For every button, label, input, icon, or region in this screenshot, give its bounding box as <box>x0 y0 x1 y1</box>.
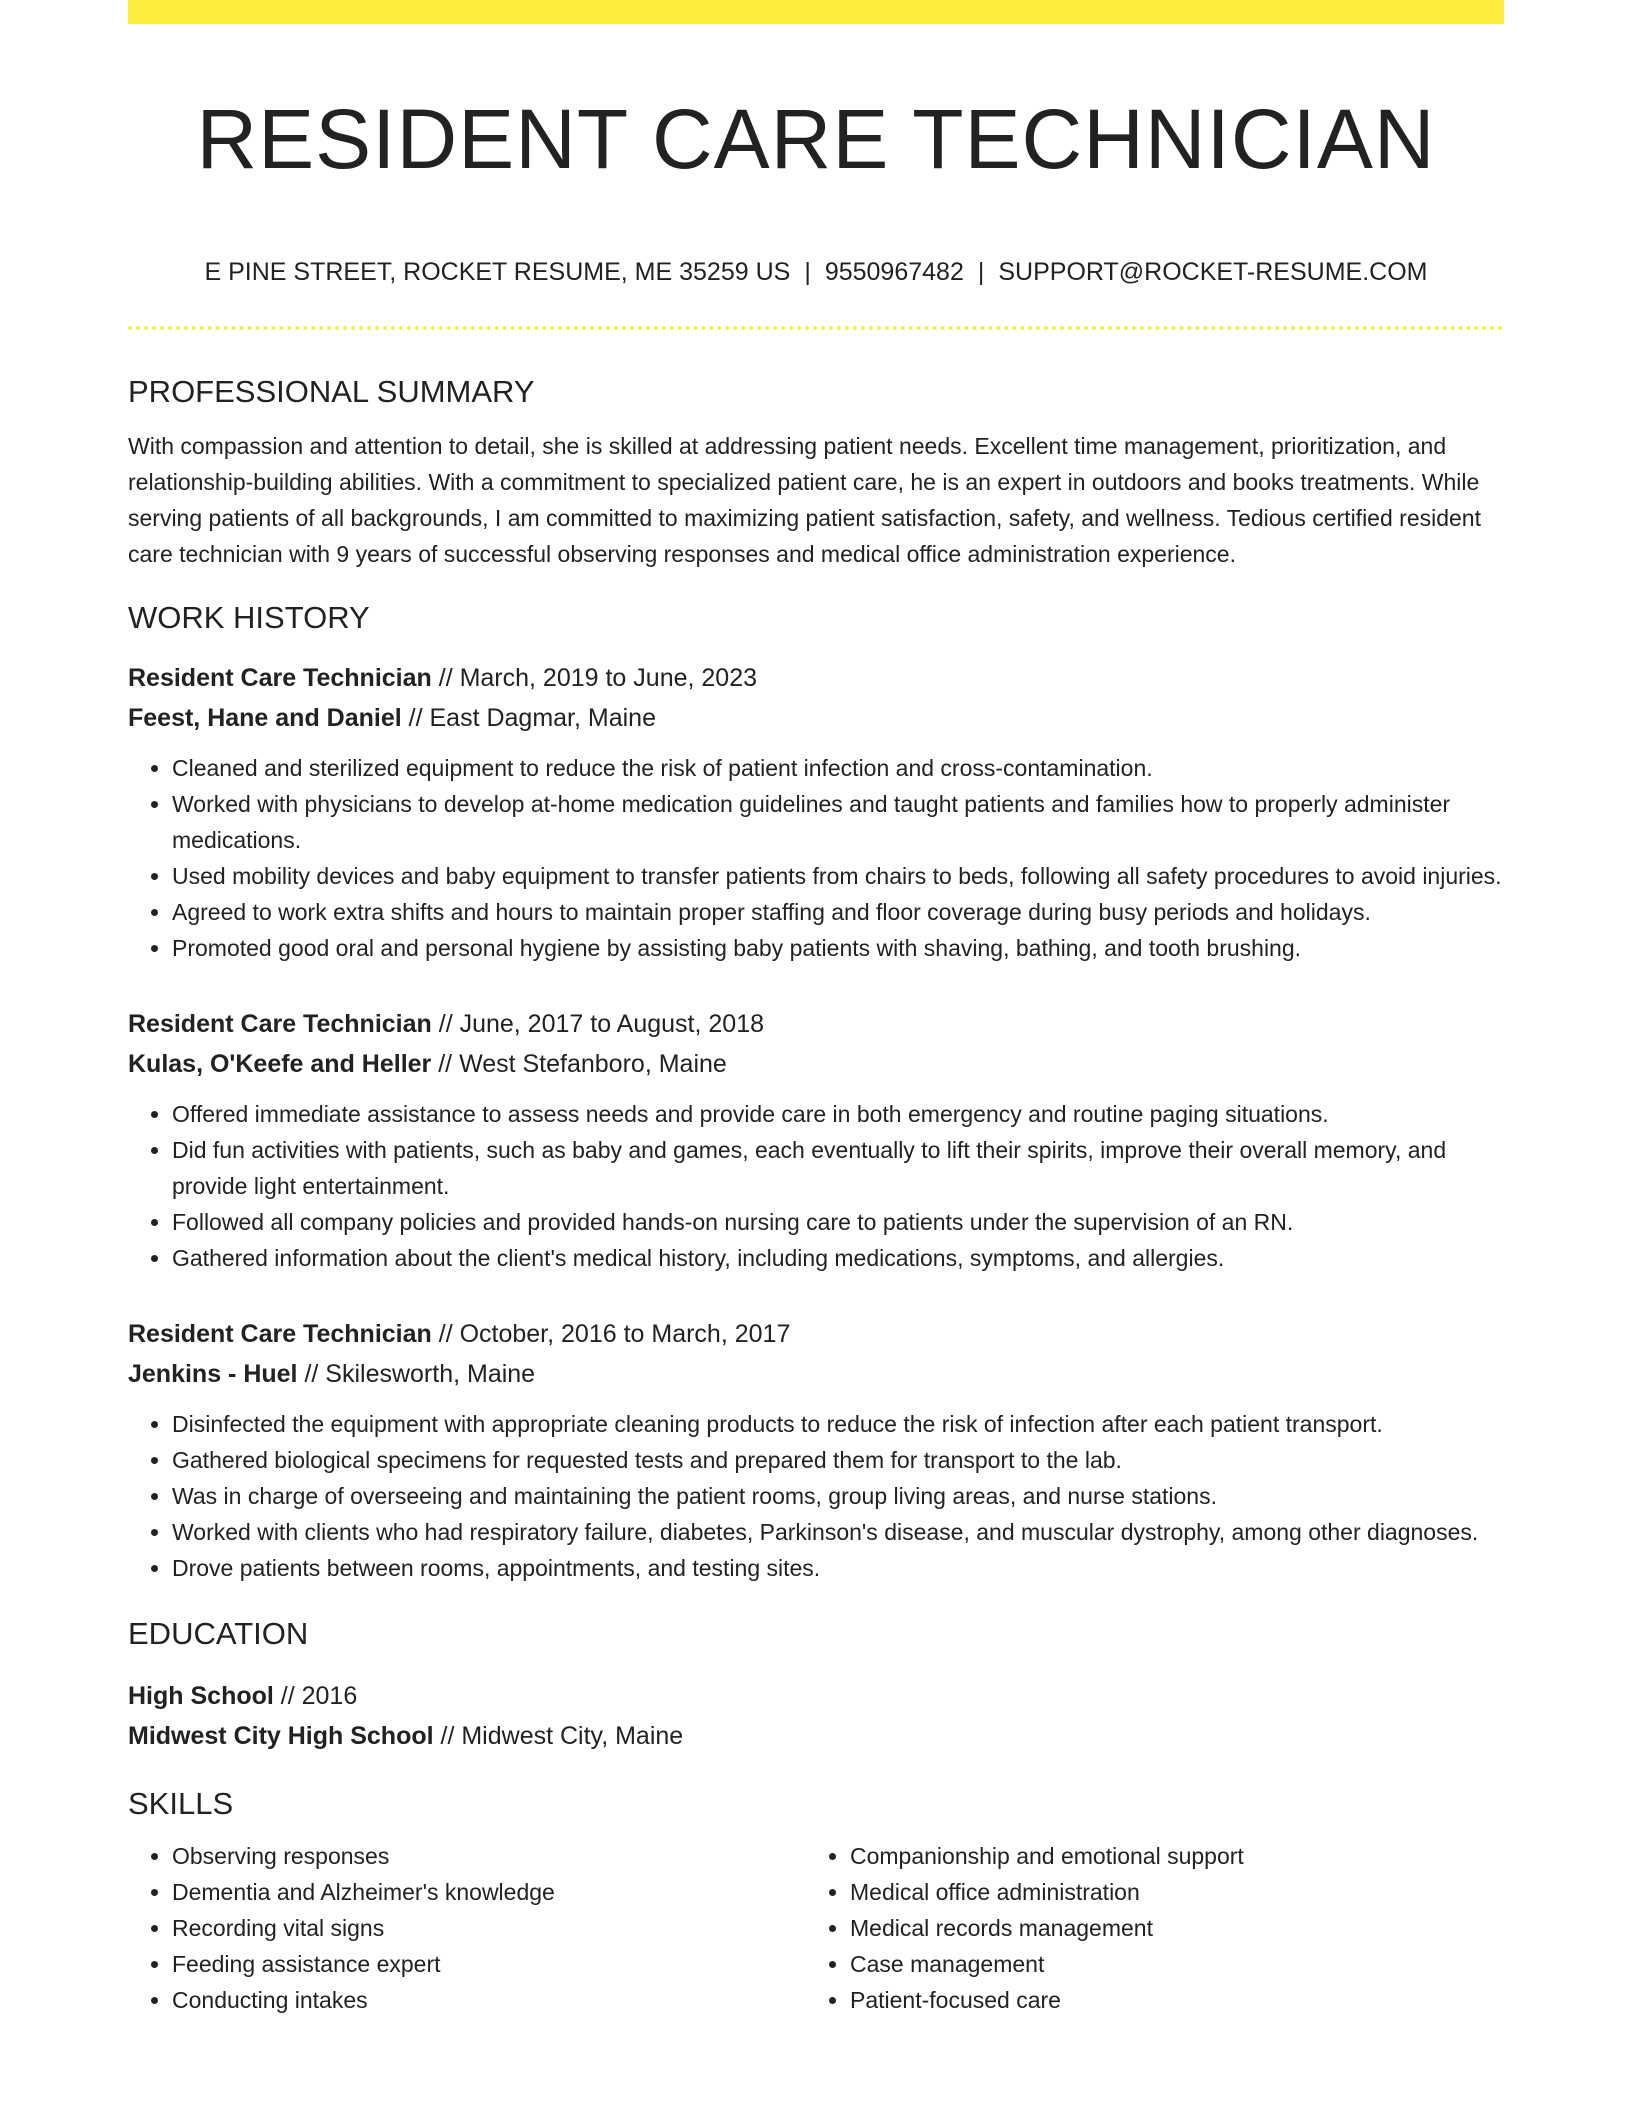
skills-columns <box>128 1838 1504 2018</box>
contact-address: E PINE STREET, ROCKET RESUME, ME 35259 US <box>204 258 791 286</box>
list-item: • Worked with physicians to develop at-home medication guidelines and taught patients and families how to properly administer medications. <box>172 786 1504 858</box>
resume-name: RESIDENT CARE TECHNICIAN <box>196 92 1436 186</box>
job-location: // East Dagmar, Maine <box>401 704 656 732</box>
list-item: • Gathered biological specimens for requested tests and prepared them for transport to the lab. <box>172 1442 1504 1478</box>
job-role: Resident Care Technician <box>128 1010 432 1038</box>
list-item: • Feeding assistance expert <box>172 1946 806 1982</box>
job-dates: // March, 2019 to June, 2023 <box>431 664 758 692</box>
work-history-heading: WORK HISTORY <box>128 600 370 635</box>
list-item: • Companionship and emotional support <box>850 1838 1484 1874</box>
job-entry <box>128 1314 1504 1586</box>
list-item: • Was in charge of overseeing and maintaining the patient rooms, group living areas, and nurse stations. <box>172 1478 1504 1514</box>
job-dates: // October, 2016 to March, 2017 <box>431 1320 791 1348</box>
job-duties <box>128 750 1504 966</box>
contact-separator: | <box>977 258 985 286</box>
job-location: // West Stefanboro, Maine <box>431 1050 727 1078</box>
list-item: • Conducting intakes <box>172 1982 806 2018</box>
job-company-line <box>128 1044 1504 1084</box>
education-year: // 2016 <box>273 1682 358 1710</box>
job-location: // Skilesworth, Maine <box>297 1360 536 1388</box>
job-title-line <box>128 1004 1504 1044</box>
list-item: • Case management <box>850 1946 1484 1982</box>
summary-text: With compassion and attention to detail, she is skilled at addressing patient needs. Excellent time management, prioritization, and relationship-building abilities. With a commitment to specialized patient care, he is an expert in outdoors and books treatments. While serving patients of all backgrounds, I am committed to maximizing patient satisfaction, safety, and wellness. Tedious certified resident care technician with 9 years of successful observing responses and medical office administration experience. <box>128 433 1481 567</box>
list-item: • Medical records management <box>850 1910 1484 1946</box>
list-item: • Promoted good oral and personal hygiene by assisting baby patients with shaving, bathing, and tooth brushing. <box>172 930 1504 966</box>
job-title-line <box>128 658 1504 698</box>
resume-page <box>128 0 1504 2018</box>
skills-list-left <box>128 1838 806 2018</box>
job-company-line <box>128 698 1504 738</box>
job-title-line <box>128 1314 1504 1354</box>
job-duties <box>128 1096 1504 1276</box>
list-item: • Cleaned and sterilized equipment to reduce the risk of patient infection and cross-contamination. <box>172 750 1504 786</box>
contact-separator: | <box>804 258 811 286</box>
list-item: • Did fun activities with patients, such as baby and games, each eventually to lift their spirits, improve their overall memory, and provide light entertainment. <box>172 1132 1504 1204</box>
contact-phone: 9550967482 <box>824 258 964 286</box>
list-item: • Dementia and Alzheimer's knowledge <box>172 1874 806 1910</box>
list-item: • Medical office administration <box>850 1874 1484 1910</box>
job-company-line <box>128 1354 1504 1394</box>
list-item: • Drove patients between rooms, appointments, and testing sites. <box>172 1550 1504 1586</box>
job-company: Jenkins - Huel <box>128 1360 298 1388</box>
list-item: • Used mobility devices and baby equipment to transfer patients from chairs to beds, following all safety procedures to avoid injuries. <box>172 858 1504 894</box>
skills-heading: SKILLS <box>128 1786 234 1821</box>
education-school-line <box>128 1716 1504 1756</box>
list-item: • Worked with clients who had respiratory failure, diabetes, Parkinson's disease, and muscular dystrophy, among other diagnoses. <box>172 1514 1504 1550</box>
skills-list-right <box>806 1838 1484 2018</box>
list-item: • Observing responses <box>172 1838 806 1874</box>
header-divider <box>128 326 1504 330</box>
job-company: Feest, Hane and Daniel <box>128 704 402 732</box>
job-company: Kulas, O'Keefe and Heller <box>128 1050 432 1078</box>
contact-line <box>128 256 1504 288</box>
list-item: • Agreed to work extra shifts and hours to maintain proper staffing and floor coverage during busy periods and holidays. <box>172 894 1504 930</box>
contact-email: SUPPORT@ROCKET-RESUME.COM <box>998 258 1428 286</box>
job-entry <box>128 658 1504 966</box>
list-item: • Followed all company policies and provided hands-on nursing care to patients under the supervision of an RN. <box>172 1204 1504 1240</box>
summary-heading: PROFESSIONAL SUMMARY <box>128 374 535 409</box>
list-item: • Offered immediate assistance to assess needs and provide care in both emergency and routine paging situations. <box>172 1096 1504 1132</box>
job-entry <box>128 1004 1504 1276</box>
job-duties <box>128 1406 1504 1586</box>
list-item: • Patient-focused care <box>850 1982 1484 2018</box>
education-entry <box>128 1676 1504 1756</box>
education-degree: High School <box>128 1682 274 1710</box>
education-heading: EDUCATION <box>128 1616 309 1651</box>
education-degree-line <box>128 1676 1504 1716</box>
list-item: • Recording vital signs <box>172 1910 806 1946</box>
list-item: • Disinfected the equipment with appropriate cleaning products to reduce the risk of infection after each patient transport. <box>172 1406 1504 1442</box>
list-item: • Gathered information about the client's medical history, including medications, symptoms, and allergies. <box>172 1240 1504 1276</box>
education-school: Midwest City High School <box>128 1722 434 1750</box>
accent-top-bar <box>128 0 1504 24</box>
education-location: // Midwest City, Maine <box>433 1722 684 1750</box>
job-role: Resident Care Technician <box>128 664 432 692</box>
job-role: Resident Care Technician <box>128 1320 432 1348</box>
job-dates: // June, 2017 to August, 2018 <box>431 1010 764 1038</box>
